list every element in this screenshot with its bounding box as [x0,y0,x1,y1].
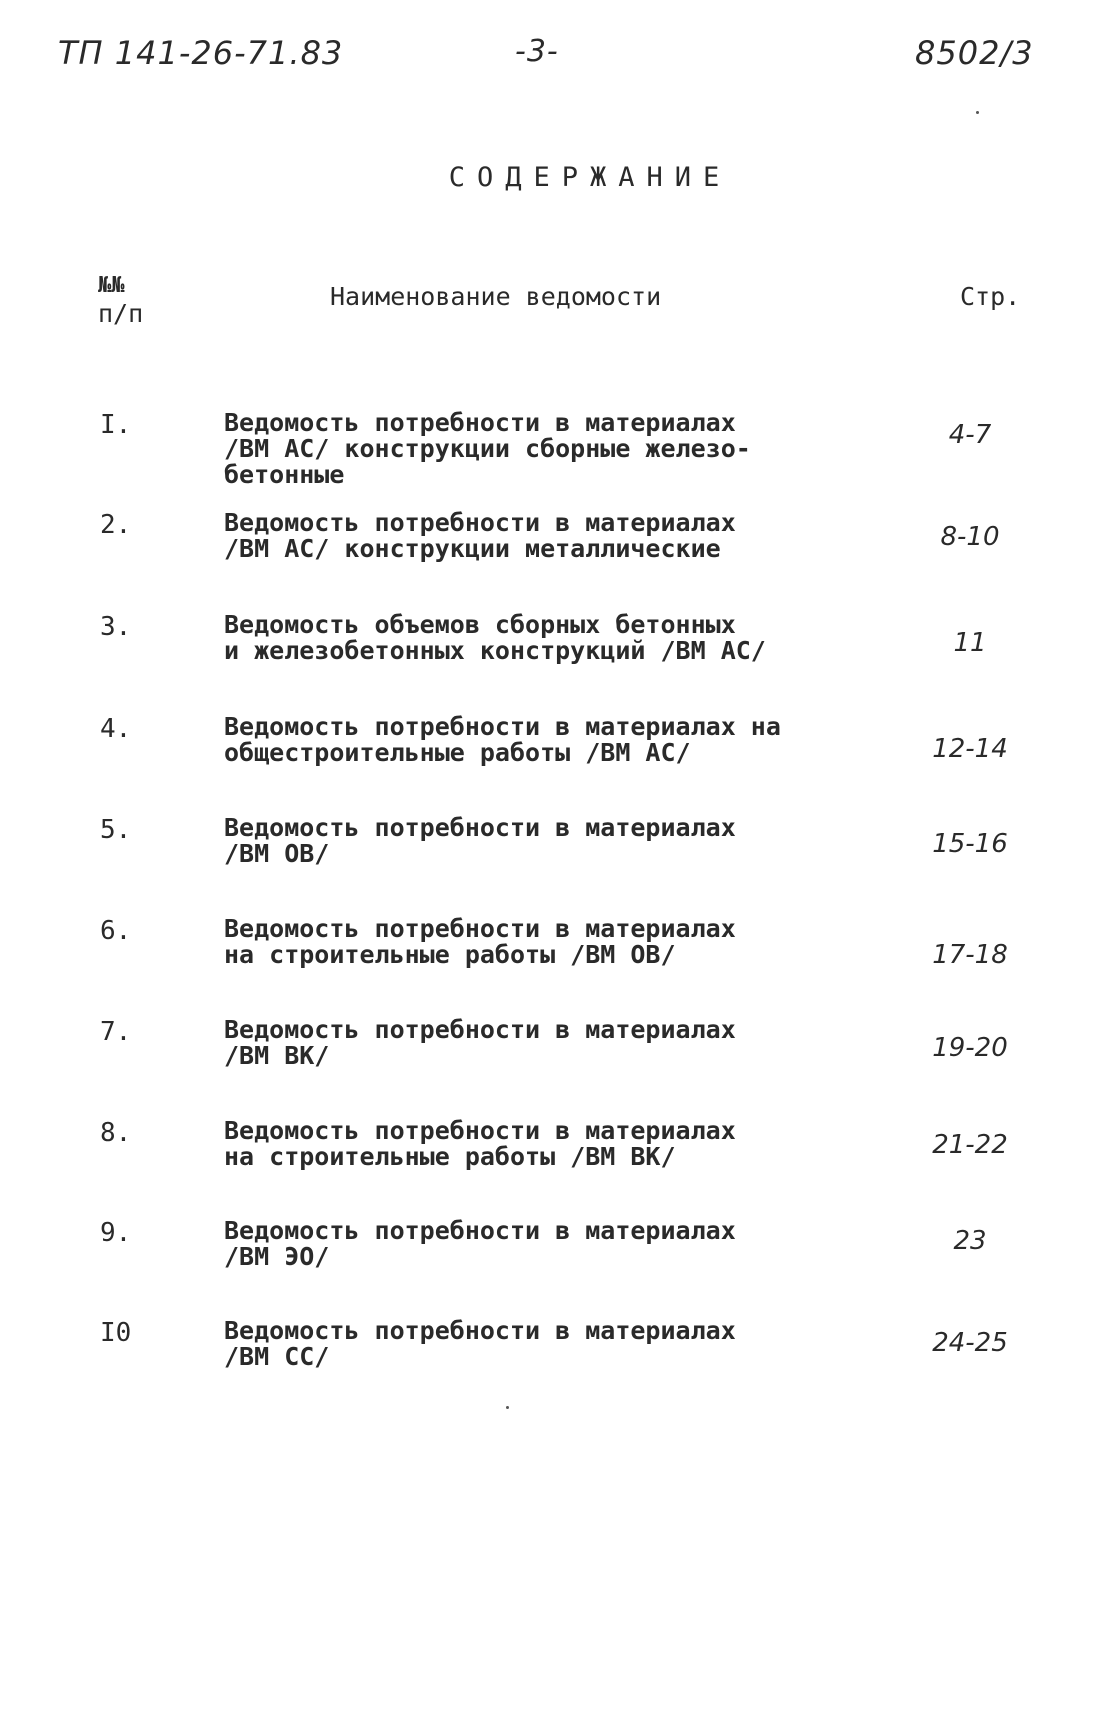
row-title-line: на строительные работы /ВМ ОВ/ [224,940,676,969]
document-code: ТП 141-26-71.83 [58,34,344,72]
row-number: I. [100,410,132,440]
row-number: I0 [100,1318,132,1348]
row-title-line: Ведомость потребности в материалах [224,914,736,943]
row-pages: 4-7 [948,420,992,450]
row-title-line: Ведомость потребности в материалах [224,1116,736,1145]
row-pages: 12-14 [932,734,1008,764]
row-title [224,1218,834,1270]
row-title [224,1118,834,1170]
row-title-line: общестроительные работы /ВМ АС/ [224,738,691,767]
row-title-line: на строительные работы /ВМ ВК/ [224,1142,676,1171]
row-pages: 17-18 [932,940,1008,970]
column-header-number-line2: п/п [98,299,144,328]
column-header-page: Стр. [960,282,1021,311]
column-header-number [98,272,168,328]
row-title-line: /ВМ ВК/ [224,1041,330,1070]
row-title-line: Ведомость потребности в материалах [224,408,736,437]
column-header-name: Наименование ведомости [330,282,662,311]
page-title: СОДЕРЖАНИЕ [448,162,732,193]
row-number: 6. [100,916,132,946]
row-number: 7. [100,1017,132,1047]
speck [506,1406,509,1409]
row-title-line: Ведомость потребности в материалах [224,1216,736,1245]
row-title [224,714,834,766]
row-number: 2. [100,510,132,540]
row-pages: 15-16 [932,829,1008,859]
row-title-line: Ведомость потребности в материалах [224,1015,736,1044]
row-title-line: /ВМ ЭО/ [224,1242,330,1271]
row-pages: 8-10 [940,522,1000,552]
column-header-number-line1: №№ [98,273,125,298]
row-title-line: /ВМ АС/ конструкции металлические [224,534,721,563]
row-number: 9. [100,1218,132,1248]
row-title [224,510,834,562]
row-title-line: Ведомость потребности в материалах [224,813,736,842]
row-title [224,612,834,664]
row-title-line: /ВМ СС/ [224,1342,330,1371]
page-number: -3- [515,34,559,69]
row-number: 8. [100,1118,132,1148]
row-title-line: Ведомость потребности в материалах на [224,712,781,741]
row-pages: 11 [953,628,987,658]
row-title-line: Ведомость потребности в материалах [224,508,736,537]
sheet-number: 8502/3 [915,34,1034,72]
row-pages: 24-25 [932,1328,1008,1358]
row-title-line: Ведомость потребности в материалах [224,1316,736,1345]
row-pages: 21-22 [932,1130,1008,1160]
row-title-line: и железобетонных конструкций /ВМ АС/ [224,636,766,665]
row-title [224,815,834,867]
row-title [224,1017,834,1069]
row-pages: 23 [953,1226,987,1256]
row-title-line: /ВМ АС/ конструкции сборные железо- [224,434,751,463]
row-number: 4. [100,714,132,744]
row-title [224,410,834,488]
row-pages: 19-20 [932,1033,1008,1063]
row-title-line: бетонные [224,460,345,489]
row-title-line: Ведомость объемов сборных бетонных [224,610,736,639]
row-title-line: /ВМ ОВ/ [224,839,330,868]
row-title [224,1318,834,1370]
row-number: 3. [100,612,132,642]
row-title [224,916,834,968]
speck [976,111,979,114]
row-number: 5. [100,815,132,845]
